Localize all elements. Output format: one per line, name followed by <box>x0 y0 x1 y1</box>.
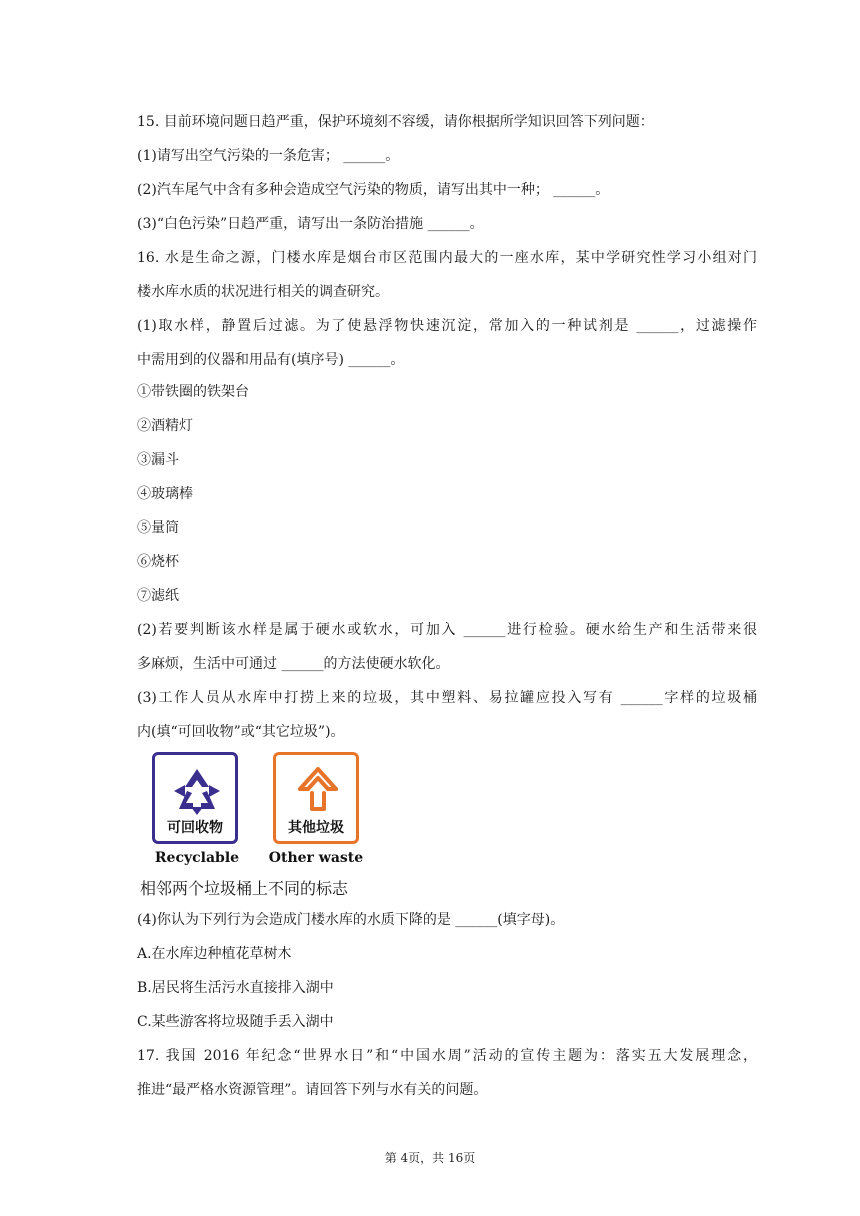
q16-option: ③漏斗 <box>137 452 179 468</box>
recycle-icon <box>165 763 229 817</box>
q15-stem: 15. 目前环境问题日趋严重，保护环境刻不容缓，请你根据所学知识回答下列问题： <box>137 114 654 130</box>
q16-part1-line2: 中需用到的仪器和用品有(填序号) ______。 <box>137 352 405 368</box>
page-number: 第 4页，共 16页 <box>384 1151 476 1165</box>
q16-option: ①带铁圈的铁架台 <box>137 384 249 400</box>
recyclable-bin-cn-label: 可回收物 <box>167 820 223 836</box>
other-waste-bin-cn-label: 其他垃圾 <box>288 820 344 836</box>
q16-option: ⑦滤纸 <box>137 588 179 604</box>
q16-stem-line2: 楼水库水质的状况进行相关的调查研究。 <box>137 284 389 300</box>
other-waste-bin-en-label: Other waste <box>268 850 364 866</box>
q16-part1-line1: (1)取水样，静置后过滤。为了使悬浮物快速沉淀，常加入的一种试剂是 ______，过滤操作 <box>137 318 757 334</box>
q16-option: ④玻璃棒 <box>137 486 193 502</box>
other-waste-icon <box>286 763 350 817</box>
q16-choice: A.在水库边种植花草树木 <box>137 946 292 962</box>
q17-stem-line1: 17. 我国 2016 年纪念“世界水日”和“中国水周”活动的宣传主题为：落实五大发展理念， <box>137 1048 757 1064</box>
q17-stem-line2: 推进“最严格水资源管理”。请回答下列与水有关的问题。 <box>137 1082 488 1098</box>
q16-option: ②酒精灯 <box>137 418 193 434</box>
q16-part2-line1: (2)若要判断该水样是属于硬水或软水，可加入 ______进行检验。硬水给生产和生活带来很 <box>137 622 757 638</box>
figure-caption: 相邻两个垃圾桶上不同的标志 <box>140 879 349 898</box>
q15-part3: (3)“白色污染”日趋严重，请写出一条防治措施 ______。 <box>137 216 484 232</box>
recyclable-bin-sign <box>152 752 238 844</box>
recyclable-bin-en-label: Recyclable <box>154 850 240 866</box>
other-waste-bin-sign <box>273 752 359 844</box>
q16-option: ⑥烧杯 <box>137 554 179 570</box>
q16-part3-line1: (3)工作人员从水库中打捞上来的垃圾，其中塑料、易拉罐应投入写有 ______字样的垃圾桶 <box>137 690 757 706</box>
q15-part1: (1)请写出空气污染的一条危害； ______。 <box>137 148 400 164</box>
q16-part3-line2: 内(填“可回收物”或“其它垃圾”)。 <box>137 724 345 740</box>
q16-stem-line1: 16. 水是生命之源，门楼水库是烟台市区范围内最大的一座水库，某中学研究性学习小组对门 <box>137 250 757 266</box>
q15-part2: (2)汽车尾气中含有多种会造成空气污染的物质，请写出其中一种； ______。 <box>137 182 610 198</box>
q16-part2-line2: 多麻烦，生活中可通过 ______的方法使硬水软化。 <box>137 656 450 672</box>
q16-option: ⑤量筒 <box>137 520 179 536</box>
q16-part4: (4)你认为下列行为会造成门楼水库的水质下降的是 ______(填字母)。 <box>137 912 565 928</box>
q16-choice: C.某些游客将垃圾随手丢入湖中 <box>137 1014 334 1030</box>
q16-choice: B.居民将生活污水直接排入湖中 <box>137 980 334 996</box>
